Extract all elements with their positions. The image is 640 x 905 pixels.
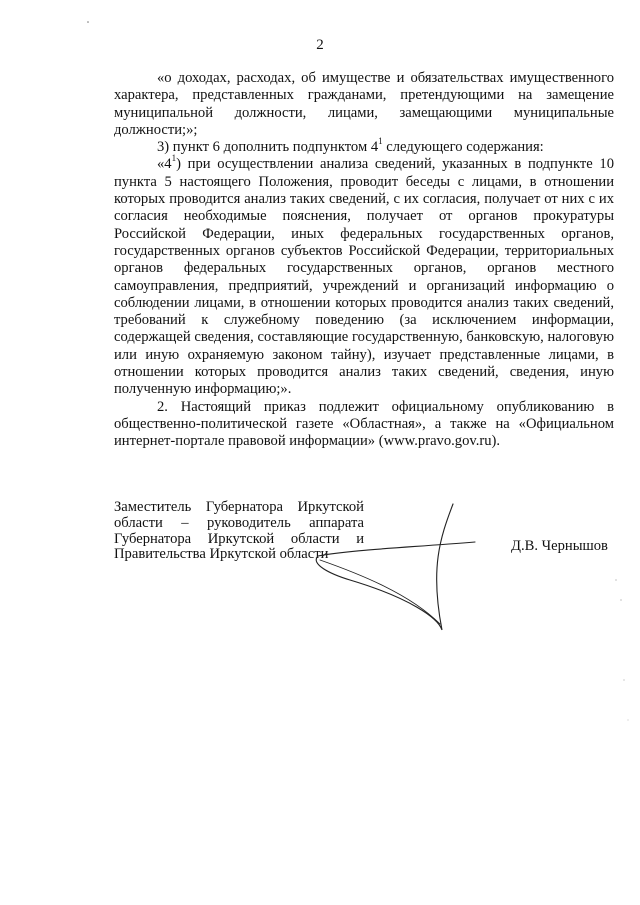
subpoint-text: ) при осуществлении анализа сведений, указанных в подпункте 10 пункта 5 настоящего Положения, проводит беседы с лицами, в отношении которых проводится анализ таких сведений, с их согласия, получает от них с их согласия необходимые пояснения, получает от органов прокуратуры Российской Федерации, иных федеральных государственных органов, государственных органов субъектов Российской Федерации, территориальных органов федеральных государственных органов, органов местного самоуправления, предприятий, учреждений и организаций информацию о соблюдении лицами, в отношении которых проводится анализ таких сведений, требований к служебному поведению (за исключением информации, содержащей сведения, составляющие государственную, банковскую, налоговую или иную охраняемую законом тайну), изучает представленные лицами, в отношении которых проводится анализ таких сведений, сведения, иную полученную информацию;». xyxy=(114,156,614,398)
document-body xyxy=(114,70,614,451)
paragraph-quote-continuation: «о доходах, расходах, об имуществе и обязательствах имущественного характера, представленных гражданами, претендующими на замещение муниципальной должности, лицами, замещающими муниципальные должности;»; xyxy=(114,70,614,138)
point-3-superscript: 1 xyxy=(378,136,383,147)
signer-name: Д.В. Чернышов xyxy=(511,538,608,554)
page-number: 2 xyxy=(316,37,324,53)
signature-title-line-3: Губернатора Иркутской области и xyxy=(114,530,364,547)
point-3-text-after: следующего содержания: xyxy=(382,139,544,156)
point-3-text-before: 3) пункт 6 дополнить подпунктом 4 xyxy=(157,139,379,156)
subpoint-superscript: 1 xyxy=(171,153,177,164)
paragraph-point-2-publication: 2. Настоящий приказ подлежит официальному опубликованию в общественно-политической газете «Областная», а также на «Официальном интернет-портале правовой информации» (www.pravo.gov.ru). xyxy=(114,398,614,450)
handwritten-signature xyxy=(290,498,490,638)
paragraph-point-3 xyxy=(114,136,614,156)
signature-title-line-2: области – руководитель аппарата xyxy=(114,514,364,531)
signature-title-line-1: Заместитель Губернатора Иркутской xyxy=(114,499,364,515)
signature-title-line-4: Правительства Иркутской области xyxy=(114,546,329,563)
paragraph-subpoint-4-1 xyxy=(114,153,614,398)
subpoint-open: «4 xyxy=(157,156,172,173)
